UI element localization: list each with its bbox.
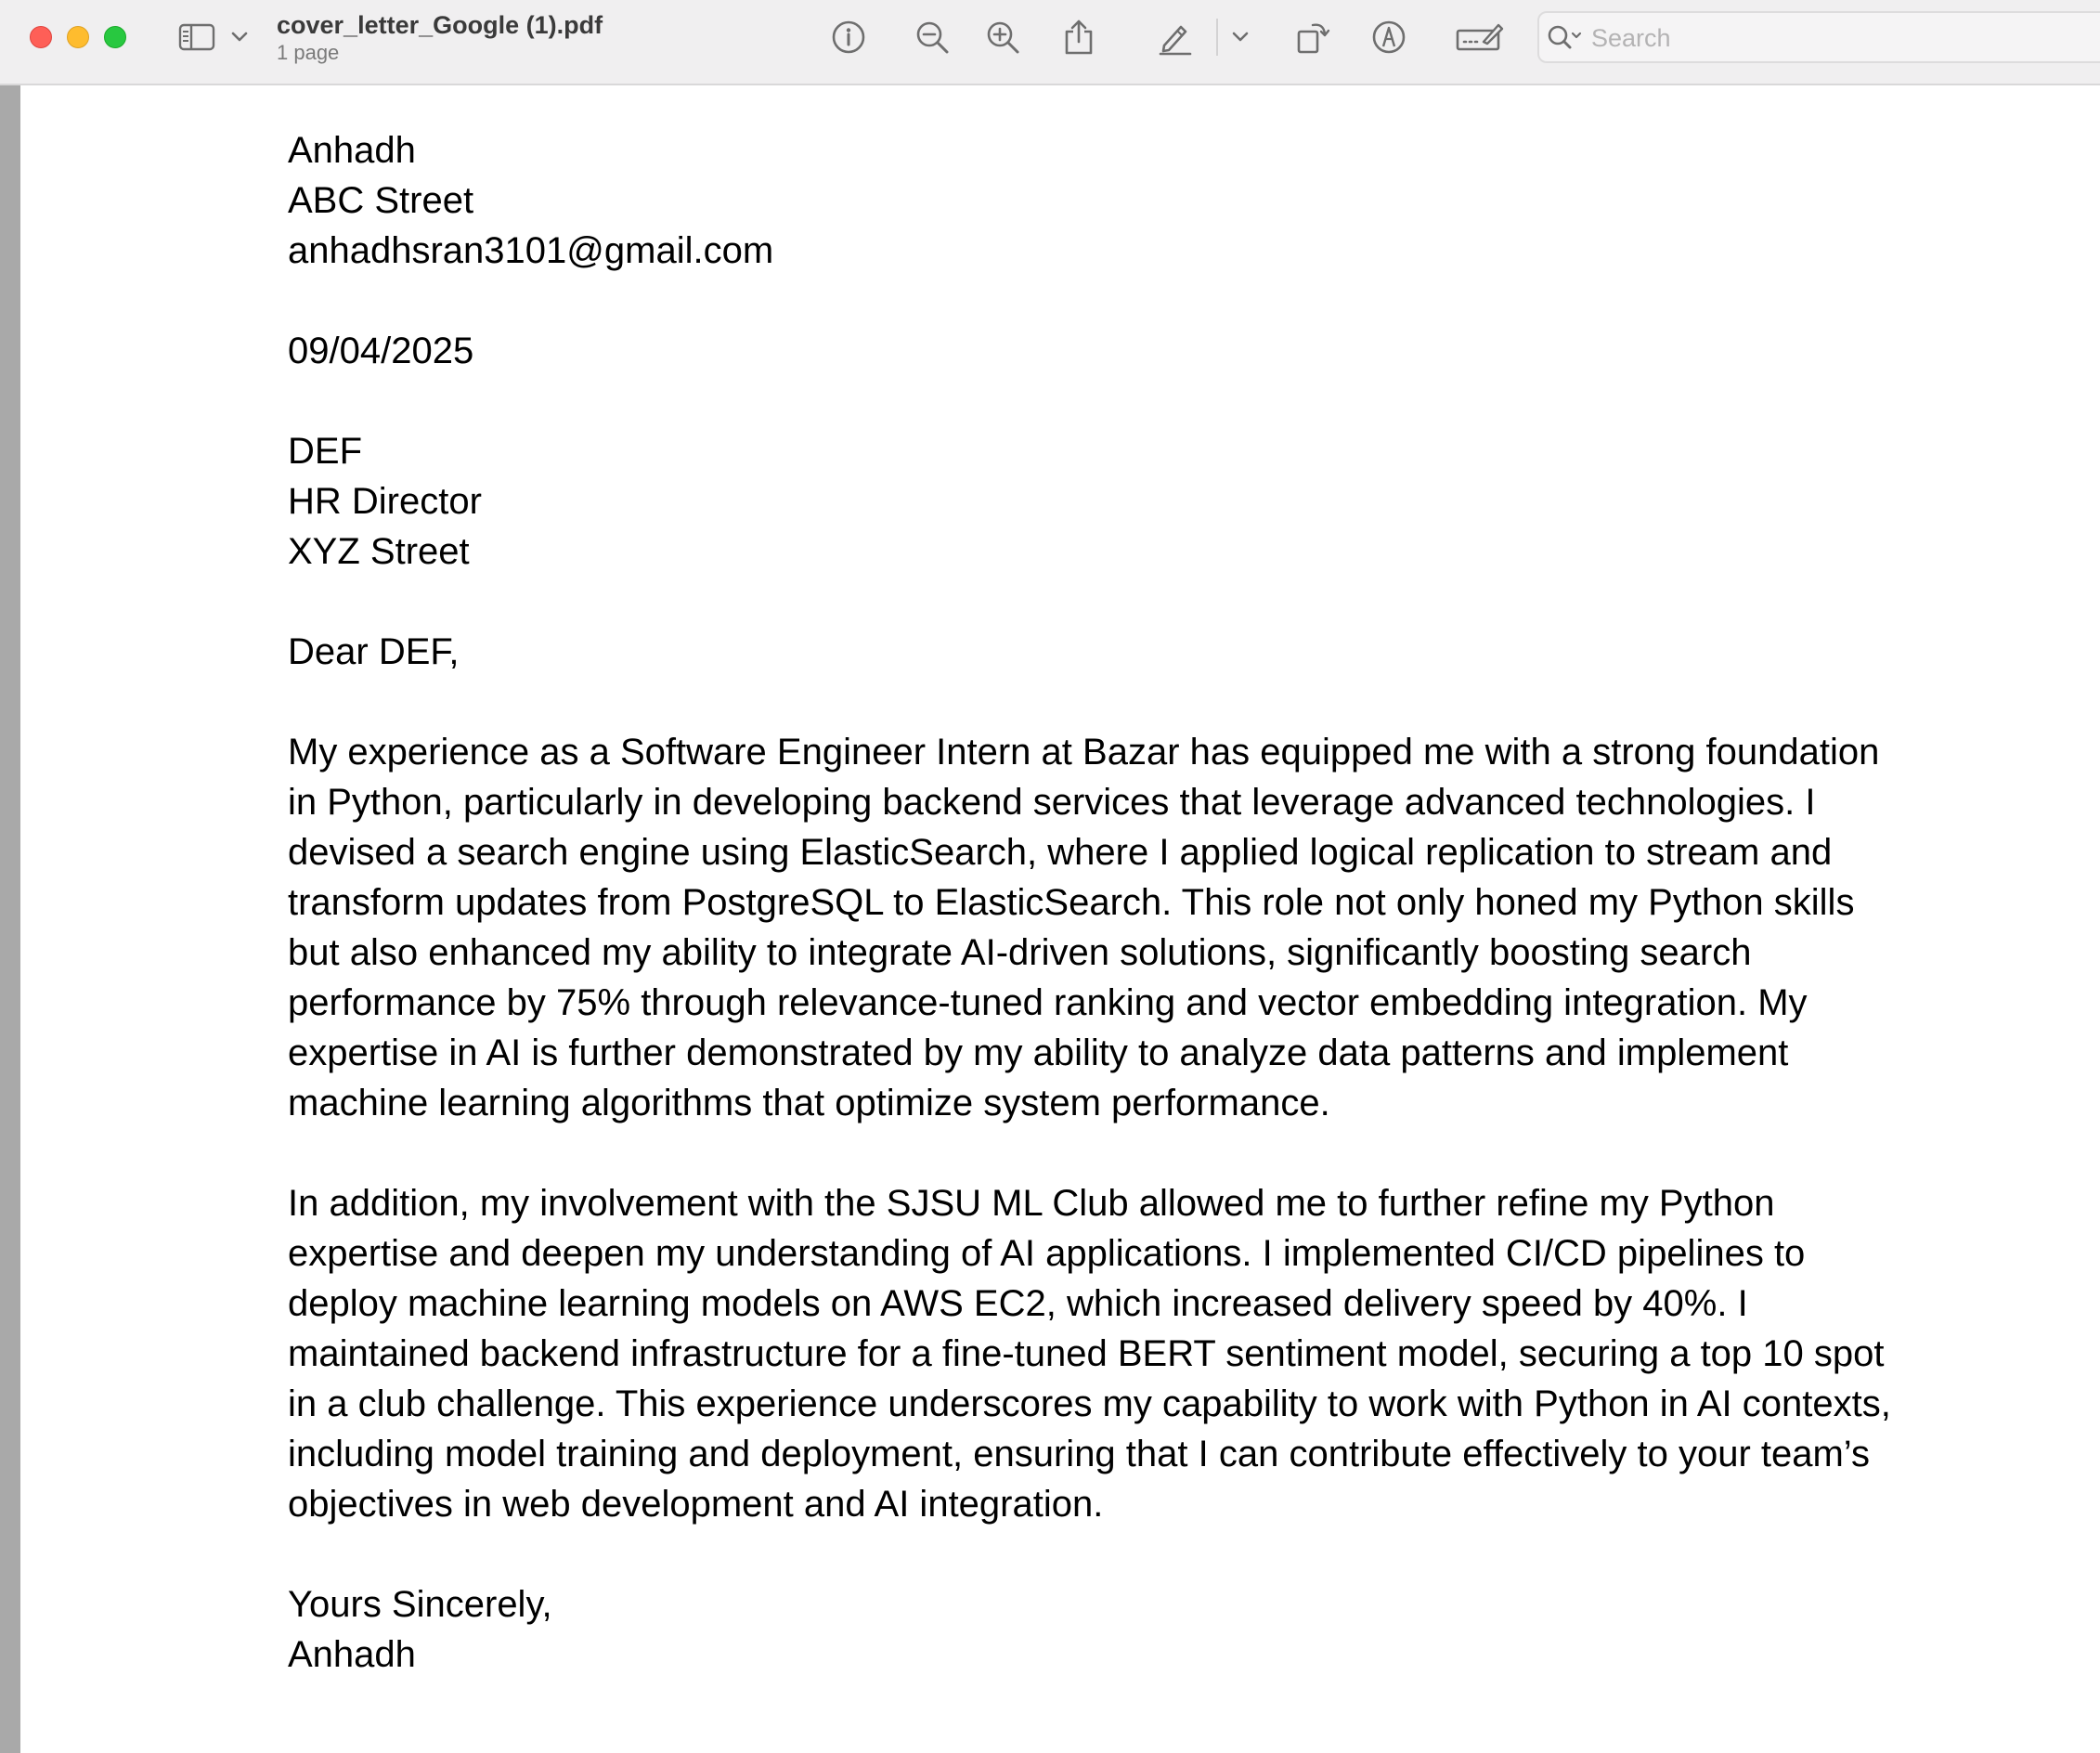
minimize-window-button[interactable] [67, 26, 89, 48]
closing: Yours Sincerely, [288, 1584, 552, 1625]
recipient-street: XYZ Street [288, 531, 470, 572]
share-icon [1063, 19, 1095, 56]
maximize-window-button[interactable] [104, 26, 126, 48]
document-title: cover_letter_Google (1).pdf [277, 11, 603, 39]
window-toolbar [0, 0, 2100, 85]
zoom-in-button[interactable] [982, 17, 1023, 58]
form-filling-button[interactable] [1454, 17, 1506, 58]
close-window-button[interactable] [30, 26, 52, 48]
zoom-in-icon [985, 19, 1020, 55]
sender-name: Anhadh [288, 130, 416, 171]
rotate-button[interactable] [1292, 17, 1333, 58]
sender-email: anhadhsran3101@gmail.com [288, 230, 774, 271]
recipient-title: HR Director [288, 481, 482, 522]
info-button[interactable] [828, 17, 869, 58]
search-input[interactable] [1589, 20, 2057, 56]
search-icon [1545, 22, 1586, 52]
markup-button[interactable] [1368, 17, 1409, 58]
zoom-out-button[interactable] [912, 17, 953, 58]
letter-date: 09/04/2025 [288, 331, 474, 371]
salutation: Dear DEF, [288, 631, 460, 672]
body-paragraph: In addition, my involvement with the SJSU ML Club allowed me to further refine my Python expertise and deepen my understanding of AI applications. I implemented CI/CD pipelines to deploy machine learning models on AWS EC2, which increased delivery speed by 40%. I maintained backend infrastructure for a fine-tuned BERT sentiment model, securing a top 10 spot in a club challenge. This experience underscores my capability to work with Python in AI contexts, including model training and deployment, ensuring that I can contribute effectively to your team’s objectives in web development and AI integration. [288, 1183, 1891, 1525]
info-icon [831, 19, 866, 55]
highlight-options-button[interactable] [1220, 17, 1261, 58]
toolbar-separator [1216, 19, 1218, 56]
pdf-page [20, 85, 2100, 1753]
chevron-down-icon [231, 32, 248, 43]
body-paragraph: My experience as a Software Engineer Intern at Bazar has equipped me with a strong foundation in Python, particularly in developing backend services that leverage advanced technologies. I devised a search engine using ElasticSearch, where I applied logical replication to stream and transform updates from PostgreSQL to ElasticSearch. This role not only honed my Python skills but also enhanced my ability to integrate AI-driven solutions, significantly boosting search performance by 75% through relevance-tuned ranking and vector embedding integration. My expertise in AI is further demonstrated by my ability to analyze data patterns and implement machine learning algorithms that optimize system performance. [288, 732, 1880, 1123]
letter-body [288, 125, 1922, 1680]
highlight-pen-icon [1157, 19, 1194, 56]
viewer-edge [0, 85, 20, 1753]
highlight-button[interactable] [1155, 17, 1196, 58]
sidebar-icon [178, 23, 215, 51]
markup-icon [1371, 19, 1406, 55]
signature: Anhadh [288, 1634, 416, 1675]
search-field[interactable] [1537, 11, 2100, 63]
zoom-out-icon [914, 19, 950, 55]
signature-icon [1456, 21, 1504, 53]
chevron-down-icon [1232, 32, 1249, 43]
share-button[interactable] [1058, 17, 1099, 58]
sidebar-options-button[interactable] [219, 17, 260, 58]
rotate-icon [1294, 19, 1331, 56]
sender-street: ABC Street [288, 180, 474, 221]
page-count: 1 page [277, 41, 340, 64]
sidebar-toggle-button[interactable] [176, 17, 217, 58]
recipient-name: DEF [288, 431, 362, 472]
